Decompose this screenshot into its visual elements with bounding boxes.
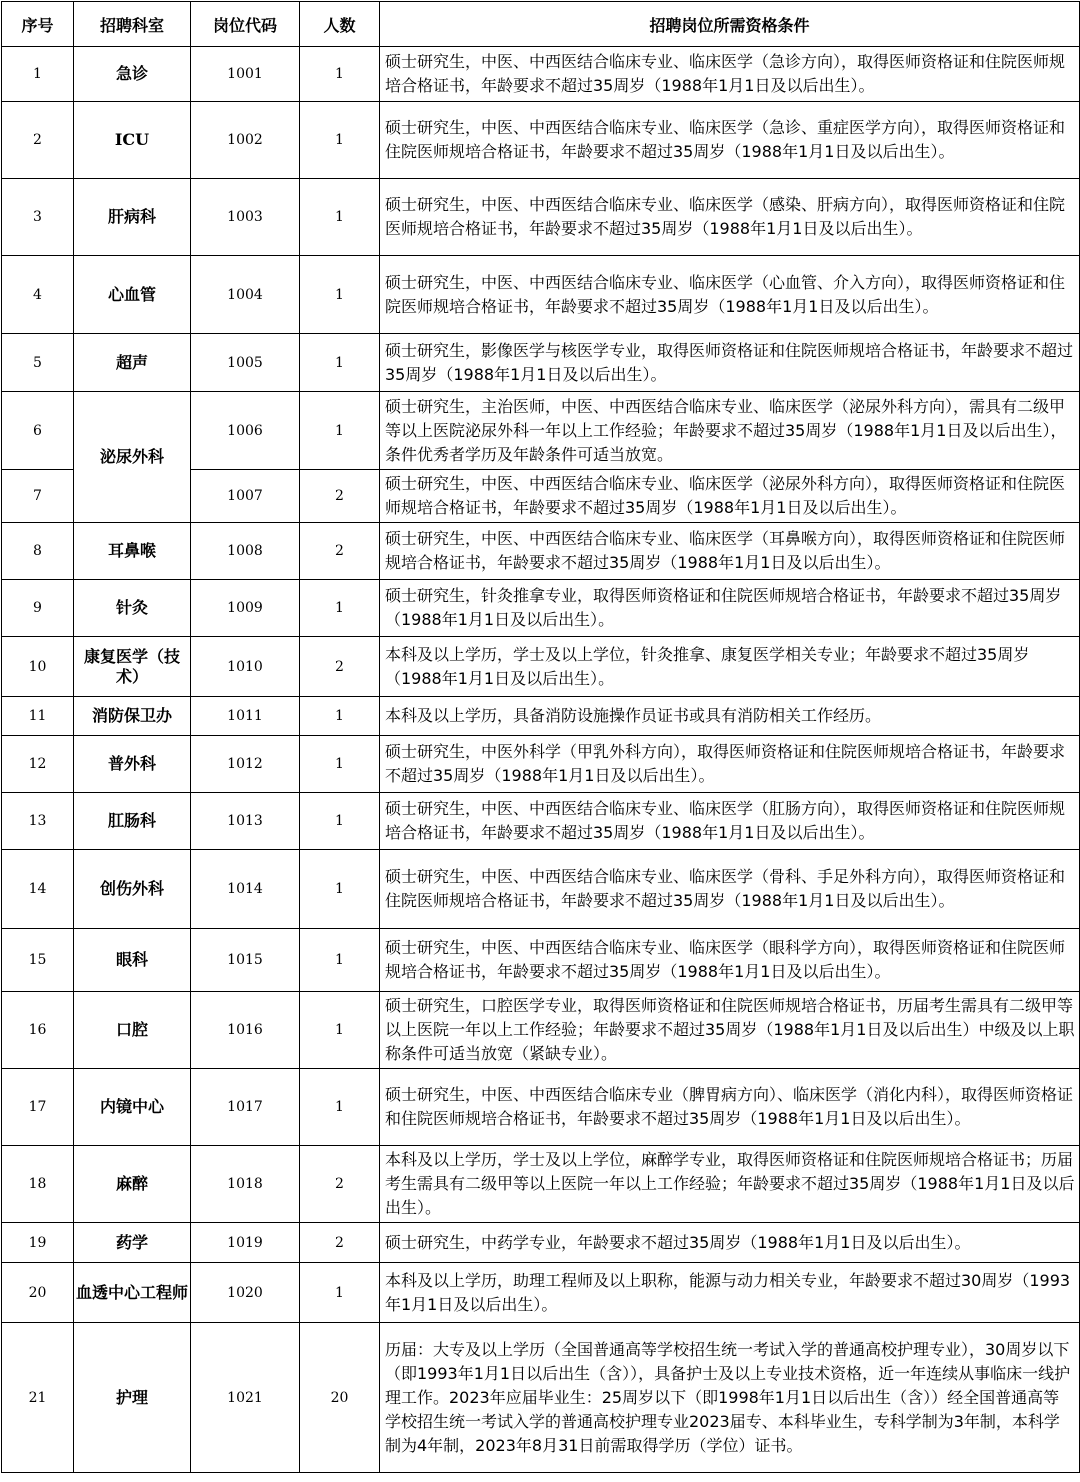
row-requirements: 硕士研究生，中医、中西医结合临床专业、临床医学（耳鼻喉方向），取得医师资格证和住院医师规培合格证书，年龄要求不超过35周岁（1988年1月1日及以后出生）。: [380, 523, 1080, 580]
row-no: 15: [2, 929, 74, 992]
row-code: 1018: [191, 1146, 300, 1223]
row-no: 17: [2, 1069, 74, 1146]
row-code: 1009: [191, 580, 300, 637]
row-dept: 护理: [74, 1323, 191, 1473]
header-code: 岗位代码: [191, 2, 300, 47]
row-count: 1: [300, 47, 380, 102]
table-row: [2, 256, 1080, 334]
row-requirements: 硕士研究生，中医、中西医结合临床专业、临床医学（肛肠方向），取得医师资格证和住院医师规培合格证书，年龄要求不超过35周岁（1988年1月1日及以后出生）。: [380, 793, 1080, 850]
row-count: 20: [300, 1323, 380, 1473]
row-dept: 肛肠科: [74, 793, 191, 850]
header-row: [2, 2, 1080, 47]
row-count: 1: [300, 992, 380, 1069]
row-dept: 麻醉: [74, 1146, 191, 1223]
row-no: 5: [2, 334, 74, 392]
row-count: 1: [300, 179, 380, 256]
row-requirements: 硕士研究生，中医、中西医结合临床专业、临床医学（骨科、手足外科方向），取得医师资格证和住院医师规培合格证书，年龄要求不超过35周岁（1988年1月1日及以后出生）。: [380, 850, 1080, 929]
row-no: 16: [2, 992, 74, 1069]
row-code: 1013: [191, 793, 300, 850]
table-row: [2, 392, 1080, 470]
row-code: 1021: [191, 1323, 300, 1473]
row-requirements: 硕士研究生，中药学专业，年龄要求不超过35周岁（1988年1月1日及以后出生）。: [380, 1223, 1080, 1263]
row-code: 1010: [191, 637, 300, 697]
row-dept: 针灸: [74, 580, 191, 637]
row-requirements: 硕士研究生，中医外科学（甲乳外科方向），取得医师资格证和住院医师规培合格证书，年龄要求不超过35周岁（1988年1月1日及以后出生）。: [380, 736, 1080, 793]
row-requirements: 硕士研究生，影像医学与核医学专业，取得医师资格证和住院医师规培合格证书，年龄要求不超过35周岁（1988年1月1日及以后出生）。: [380, 334, 1080, 392]
row-dept: 肝病科: [74, 179, 191, 256]
row-dept: 普外科: [74, 736, 191, 793]
table-row: [2, 1323, 1080, 1473]
row-no: 6: [2, 392, 74, 470]
table-row: [2, 637, 1080, 697]
row-count: 1: [300, 1069, 380, 1146]
row-code: 1004: [191, 256, 300, 334]
row-requirements: 本科及以上学历，助理工程师及以上职称，能源与动力相关专业，年龄要求不超过30周岁（1993年1月1日及以后出生）。: [380, 1263, 1080, 1323]
table-row: [2, 992, 1080, 1069]
table-row: [2, 580, 1080, 637]
row-dept: ICU: [74, 102, 191, 179]
row-dept: 消防保卫办: [74, 697, 191, 736]
row-no: 9: [2, 580, 74, 637]
table-row: [2, 850, 1080, 929]
row-dept: 口腔: [74, 992, 191, 1069]
row-code: 1015: [191, 929, 300, 992]
row-requirements: 本科及以上学历，学士及以上学位，麻醉学专业，取得医师资格证和住院医师规培合格证书；历届考生需具有二级甲等以上医院一年以上工作经验；年龄要求不超过35周岁（1988年1月1日及以后出生）。: [380, 1146, 1080, 1223]
row-code: 1012: [191, 736, 300, 793]
row-count: 2: [300, 1146, 380, 1223]
row-code: 1020: [191, 1263, 300, 1323]
row-dept: 耳鼻喉: [74, 523, 191, 580]
header-dept: 招聘科室: [74, 2, 191, 47]
row-code: 1006: [191, 392, 300, 470]
row-requirements: 硕士研究生，中医、中西医结合临床专业、临床医学（感染、肝病方向），取得医师资格证和住院医师规培合格证书，年龄要求不超过35周岁（1988年1月1日及以后出生）。: [380, 179, 1080, 256]
row-requirements: 硕士研究生，口腔医学专业，取得医师资格证和住院医师规培合格证书，历届考生需具有二级甲等以上医院一年以上工作经验；年龄要求不超过35周岁（1988年1月1日及以后出生）中级及以上职称条件可适当放宽（紧缺专业）。: [380, 992, 1080, 1069]
row-requirements: 硕士研究生，中医、中西医结合临床专业、临床医学（心血管、介入方向），取得医师资格证和住院医师规培合格证书，年龄要求不超过35周岁（1988年1月1日及以后出生）。: [380, 256, 1080, 334]
row-no: 13: [2, 793, 74, 850]
row-requirements: 本科及以上学历，具备消防设施操作员证书或具有消防相关工作经历。: [380, 697, 1080, 736]
table-row: [2, 1223, 1080, 1263]
row-code: 1005: [191, 334, 300, 392]
table-row: [2, 1263, 1080, 1323]
row-count: 2: [300, 1223, 380, 1263]
table-row: [2, 102, 1080, 179]
row-requirements: 硕士研究生，针灸推拿专业，取得医师资格证和住院医师规培合格证书，年龄要求不超过35周岁（1988年1月1日及以后出生）。: [380, 580, 1080, 637]
row-dept: 急诊: [74, 47, 191, 102]
row-count: 1: [300, 736, 380, 793]
row-code: 1019: [191, 1223, 300, 1263]
table-row: [2, 1146, 1080, 1223]
row-no: 8: [2, 523, 74, 580]
row-requirements: 本科及以上学历，学士及以上学位，针灸推拿、康复医学相关专业；年龄要求不超过35周岁（1988年1月1日及以后出生）。: [380, 637, 1080, 697]
row-no: 18: [2, 1146, 74, 1223]
row-no: 1: [2, 47, 74, 102]
row-no: 10: [2, 637, 74, 697]
row-dept: 创伤外科: [74, 850, 191, 929]
row-code: 1017: [191, 1069, 300, 1146]
row-code: 1001: [191, 47, 300, 102]
row-no: 3: [2, 179, 74, 256]
row-requirements: 硕士研究生，中医、中西医结合临床专业、临床医学（急诊方向），取得医师资格证和住院医师规培合格证书，年龄要求不超过35周岁（1988年1月1日及以后出生）。: [380, 47, 1080, 102]
header-requirements: 招聘岗位所需资格条件: [380, 2, 1080, 47]
table-row: [2, 1069, 1080, 1146]
row-count: 1: [300, 850, 380, 929]
row-count: 2: [300, 523, 380, 580]
row-count: 1: [300, 793, 380, 850]
table-row: [2, 523, 1080, 580]
table-row: [2, 334, 1080, 392]
row-no: 19: [2, 1223, 74, 1263]
table-row: [2, 179, 1080, 256]
row-requirements: 硕士研究生，中医、中西医结合临床专业、临床医学（泌尿外科方向），取得医师资格证和住院医师规培合格证书，年龄要求不超过35周岁（1988年1月1日及以后出生）。: [380, 470, 1080, 523]
row-count: 1: [300, 929, 380, 992]
row-no: 14: [2, 850, 74, 929]
row-requirements: 历届：大专及以上学历（全国普通高等学校招生统一考试入学的普通高校护理专业），30周岁以下（即1993年1月1日以后出生（含）），具备护士及以上专业技术资格，近一年连续从事临床一线护理工作。2023年应届毕业生：25周岁以下（即1998年1月1日以后出生（含））经全国普通高等学校招生统一考试入学的普通高校护理专业2023届专、本科毕业生，专科学制为3年制，本科学制为4年制，2023年8月31日前需取得学历（学位）证书。: [380, 1323, 1080, 1473]
row-dept: 康复医学（技术）: [74, 637, 191, 697]
row-dept: 心血管: [74, 256, 191, 334]
recruitment-table: [1, 1, 1080, 1473]
row-dept: 超声: [74, 334, 191, 392]
row-dept: 血透中心工程师: [74, 1263, 191, 1323]
row-requirements: 硕士研究生，中医、中西医结合临床专业（脾胃病方向）、临床医学（消化内科），取得医师资格证和住院医师规培合格证书，年龄要求不超过35周岁（1988年1月1日及以后出生）。: [380, 1069, 1080, 1146]
row-code: 1007: [191, 470, 300, 523]
row-no: 12: [2, 736, 74, 793]
row-dept: 泌尿外科: [74, 392, 191, 523]
table-row: [2, 47, 1080, 102]
table-row: [2, 793, 1080, 850]
row-no: 21: [2, 1323, 74, 1473]
row-code: 1016: [191, 992, 300, 1069]
row-code: 1003: [191, 179, 300, 256]
row-count: 1: [300, 102, 380, 179]
row-count: 2: [300, 637, 380, 697]
row-no: 2: [2, 102, 74, 179]
row-count: 2: [300, 470, 380, 523]
header-count: 人数: [300, 2, 380, 47]
row-code: 1011: [191, 697, 300, 736]
row-no: 11: [2, 697, 74, 736]
row-count: 1: [300, 392, 380, 470]
row-count: 1: [300, 256, 380, 334]
table-row: [2, 697, 1080, 736]
row-code: 1008: [191, 523, 300, 580]
row-code: 1002: [191, 102, 300, 179]
row-dept: 内镜中心: [74, 1069, 191, 1146]
row-requirements: 硕士研究生，中医、中西医结合临床专业、临床医学（眼科学方向），取得医师资格证和住院医师规培合格证书，年龄要求不超过35周岁（1988年1月1日及以后出生）。: [380, 929, 1080, 992]
row-dept: 眼科: [74, 929, 191, 992]
row-count: 1: [300, 1263, 380, 1323]
table-row: [2, 736, 1080, 793]
row-no: 4: [2, 256, 74, 334]
row-no: 20: [2, 1263, 74, 1323]
header-no: 序号: [2, 2, 74, 47]
row-count: 1: [300, 697, 380, 736]
row-no: 7: [2, 470, 74, 523]
table-row: [2, 929, 1080, 992]
row-count: 1: [300, 580, 380, 637]
row-requirements: 硕士研究生，中医、中西医结合临床专业、临床医学（急诊、重症医学方向），取得医师资格证和住院医师规培合格证书，年龄要求不超过35周岁（1988年1月1日及以后出生）。: [380, 102, 1080, 179]
row-count: 1: [300, 334, 380, 392]
row-code: 1014: [191, 850, 300, 929]
row-dept: 药学: [74, 1223, 191, 1263]
row-requirements: 硕士研究生，主治医师，中医、中西医结合临床专业、临床医学（泌尿外科方向），需具有二级甲等以上医院泌尿外科一年以上工作经验；年龄要求不超过35周岁（1988年1月1日及以后出生），条件优秀者学历及年龄条件可适当放宽。: [380, 392, 1080, 470]
